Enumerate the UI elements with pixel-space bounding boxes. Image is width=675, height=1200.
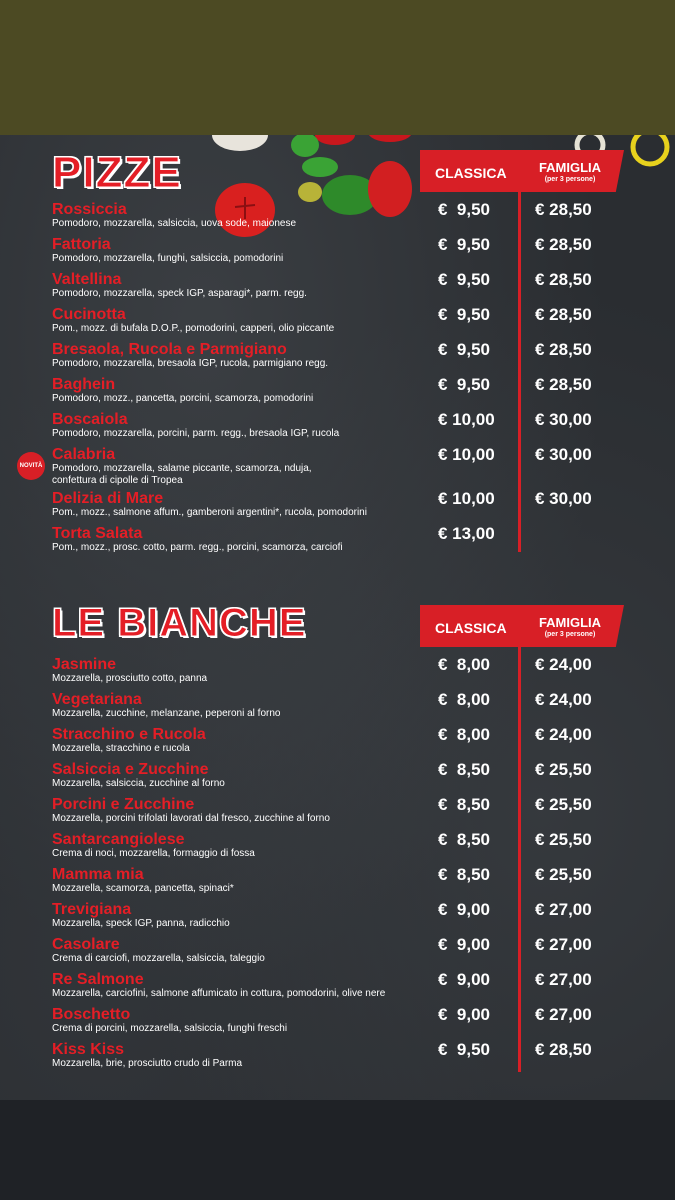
price-famiglia: € 28,50 (535, 340, 592, 359)
price-classica: € 13,00 (438, 524, 495, 543)
menu-item: Re Salmone Mozzarella, carciofini, salmone affumicato in cottura, pomodorini, olive nere (52, 971, 386, 999)
menu-item: Baghein Pomodoro, mozz., pancetta, porcini, scamorza, pomodorini (52, 376, 314, 404)
price-classica: € 9,50 (438, 340, 490, 359)
menu-board (0, 135, 675, 1100)
price-classica: € 9,00 (438, 970, 490, 989)
menu-item: Valtellina Pomodoro, mozzarella, speck IGP, asparagi*, parm. regg. (52, 271, 307, 299)
price-classica: € 9,50 (438, 375, 490, 394)
price-classica: € 8,50 (438, 830, 490, 849)
price-famiglia: € 27,00 (535, 900, 592, 919)
price-famiglia: € 28,50 (535, 270, 592, 289)
price-classica: € 8,50 (438, 795, 490, 814)
menu-item: Cucinotta Pom., mozz. di bufala D.O.P., pomodorini, capperi, olio piccante (52, 306, 335, 334)
menu-item: Stracchino e Rucola Mozzarella, stracchino e rucola (52, 726, 206, 754)
menu-item: Rossiccia Pomodoro, mozzarella, salsiccia, uova sode, maionese (52, 201, 297, 229)
price-famiglia: € 25,50 (535, 760, 592, 779)
price-famiglia: € 27,00 (535, 1005, 592, 1024)
price-classica: € 10,00 (438, 410, 495, 429)
price-famiglia: € 28,50 (535, 200, 592, 219)
price-classica: € 8,50 (438, 865, 490, 884)
section-title-le-bianche: LE BIANCHE (52, 601, 307, 645)
menu-item: Boschetto Crema di porcini, mozzarella, salsiccia, funghi freschi (52, 1006, 288, 1034)
price-famiglia: € 25,50 (535, 830, 592, 849)
price-famiglia: € 24,00 (535, 725, 592, 744)
col-famiglia-label: FAMIGLIA (per 3 persone) (538, 615, 602, 638)
price-famiglia: € 25,50 (535, 795, 592, 814)
price-divider (518, 647, 521, 1072)
price-classica: € 9,50 (438, 200, 490, 219)
price-famiglia: € 27,00 (535, 970, 592, 989)
price-famiglia: € 25,50 (535, 865, 592, 884)
menu-item: Mamma mia Mozzarella, scamorza, pancetta, spinaci* (52, 866, 234, 894)
menu-item: Trevigiana Mozzarella, speck IGP, panna, radicchio (52, 901, 230, 929)
col-famiglia-label: FAMIGLIA (per 3 persone) (538, 160, 602, 183)
bottom-bar (0, 1100, 675, 1200)
menu-item: Jasmine Mozzarella, prosciutto cotto, panna (52, 656, 208, 684)
menu-item: Torta Salata Pom., mozz., prosc. cotto, parm. regg., porcini, scamorza, carciofi (52, 525, 343, 553)
price-divider (518, 192, 521, 552)
price-famiglia: € 28,50 (535, 1040, 592, 1059)
price-famiglia: € 30,00 (535, 489, 592, 508)
price-famiglia: € 28,50 (535, 375, 592, 394)
price-famiglia: € 24,00 (535, 690, 592, 709)
price-famiglia: € 30,00 (535, 410, 592, 429)
menu-item: Vegetariana Mozzarella, zucchine, melanzane, peperoni al forno (52, 691, 281, 719)
col-classica-label: CLASSICA (435, 165, 507, 181)
menu-item: Kiss Kiss Mozzarella, brie, prosciutto crudo di Parma (52, 1041, 243, 1069)
menu-item: Calabria Pomodoro, mozzarella, salame piccante, scamorza, nduja, confettura di cipolle di Tropea (52, 446, 312, 486)
menu-item: Bresaola, Rucola e Parmigiano Pomodoro, mozzarella, bresaola IGP, rucola, parmigiano regg. (52, 341, 329, 369)
price-classica: € 10,00 (438, 445, 495, 464)
menu-item: Porcini e Zucchine Mozzarella, porcini trifolati lavorati dal fresco, zucchine al forno (52, 796, 330, 824)
price-famiglia: € 30,00 (535, 445, 592, 464)
price-famiglia: € 24,00 (535, 655, 592, 674)
price-classica: € 8,00 (438, 690, 490, 709)
price-classica: € 8,50 (438, 760, 490, 779)
price-famiglia: € 28,50 (535, 305, 592, 324)
price-classica: € 9,00 (438, 935, 490, 954)
price-classica: € 9,50 (438, 270, 490, 289)
new-badge: NOVITÀ (17, 452, 45, 480)
price-classica: € 9,50 (438, 305, 490, 324)
price-famiglia: € 28,50 (535, 235, 592, 254)
price-classica: € 8,00 (438, 725, 490, 744)
col-classica-label: CLASSICA (435, 620, 507, 636)
price-classica: € 10,00 (438, 489, 495, 508)
price-classica: € 9,50 (438, 235, 490, 254)
menu-item: Santarcangiolese Crema di noci, mozzarella, formaggio di fossa (52, 831, 255, 859)
price-classica: € 9,50 (438, 1040, 490, 1059)
price-classica: € 8,00 (438, 655, 490, 674)
menu-item: Boscaiola Pomodoro, mozzarella, porcini, parm. regg., bresaola IGP, rucola (52, 411, 340, 439)
top-bar (0, 0, 675, 135)
section-title-pizze: PIZZE (52, 148, 182, 197)
price-classica: € 9,00 (438, 900, 490, 919)
menu-item: Salsiccia e Zucchine Mozzarella, salsiccia, zucchine al forno (52, 761, 225, 789)
menu-item: Delizia di Mare Pom., mozz., salmone affum., gamberoni argentini*, rucola, pomodorini (52, 490, 367, 518)
price-famiglia: € 27,00 (535, 935, 592, 954)
menu-item: Fattoria Pomodoro, mozzarella, funghi, salsiccia, pomodorini (52, 236, 284, 264)
price-classica: € 9,00 (438, 1005, 490, 1024)
menu-item: Casolare Crema di carciofi, mozzarella, salsiccia, taleggio (52, 936, 265, 964)
